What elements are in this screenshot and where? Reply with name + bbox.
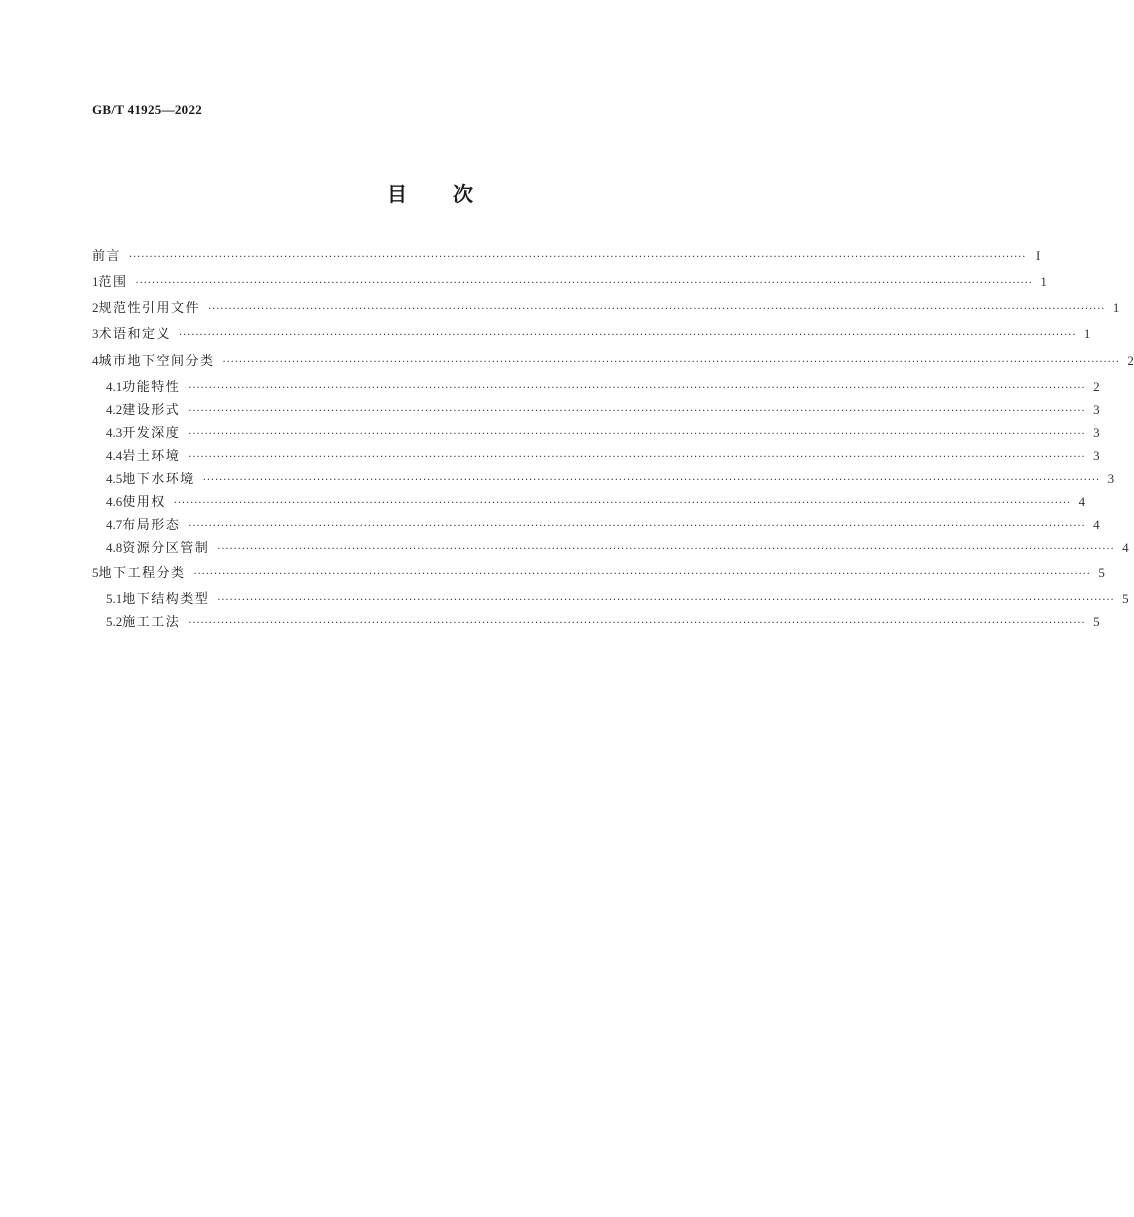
dot-leader: ···························································································································································································································· [217,595,1115,606]
toc-entry-label: 术语和定义 [98,327,172,342]
toc-entry-label: 资源分区管制 [122,541,210,556]
toc-entry[interactable] [106,538,1129,558]
dot-leader: ···························································································································································································································· [129,252,1027,263]
toc-entry-page: 1 [1040,274,1047,289]
toc-entry-page: 5 [1122,591,1129,606]
toc-entry-label: 范围 [98,275,128,290]
toc-entry[interactable] [92,298,1120,318]
toc-entry[interactable] [106,492,1086,512]
toc-entry-page: 5 [1093,614,1100,629]
toc-entry-label: 城市地下空间分类 [98,354,215,369]
toc-entry-number: 4.8 [106,540,123,555]
toc-entry-label: 规范性引用文件 [98,301,201,316]
dot-leader: ···························································································································································································································· [208,304,1106,315]
toc-entry-number: 4.3 [106,425,123,440]
toc-entry-page: 3 [1093,448,1100,463]
page-title: 目次 [387,182,519,206]
toc-entry-number: 5 [92,565,99,580]
toc-entry[interactable] [106,589,1129,609]
toc-entry[interactable] [106,469,1115,489]
toc-entry-label: 建设形式 [122,403,181,418]
toc-entry-number: 4.1 [106,379,123,394]
dot-leader: ···························································································································································································································· [188,521,1086,532]
toc-entry-page: 1 [1112,300,1120,315]
toc-entry-number: 4.2 [106,402,123,417]
toc-entry-page: 3 [1093,425,1100,440]
toc-entry-number: 4.5 [106,471,123,486]
toc-entry-page: 3 [1107,471,1115,486]
dot-leader: ···························································································································································································································· [135,278,1033,289]
dot-leader: ···························································································································································································································· [202,475,1101,486]
toc-entry-number: 5.2 [106,614,123,629]
dot-leader: ···························································································································································································································· [173,498,1072,509]
dot-leader: ···························································································································································································································· [222,357,1120,368]
toc-entry[interactable] [106,515,1100,535]
toc-entry-number: 2 [92,300,99,315]
dot-leader: ···························································································································································································································· [217,544,1115,555]
toc-entry[interactable] [106,400,1100,420]
dot-leader: ···························································································································································································································· [193,569,1091,580]
toc-entry[interactable] [106,377,1100,397]
toc-entry-label: 功能特性 [122,380,181,395]
toc-entry-label: 地下结构类型 [122,592,210,607]
toc-entry-label: 施工工法 [122,615,181,630]
dot-leader: ···························································································································································································································· [179,330,1077,341]
dot-leader: ···························································································································································································································· [188,452,1086,463]
dot-leader: ···························································································································································································································· [188,383,1086,394]
toc-entry-label: 岩土环境 [122,449,181,464]
toc-entry-number: 4.6 [106,494,123,509]
toc-entry-page: 4 [1078,494,1086,509]
toc-entry-label: 布局形态 [122,518,181,533]
toc-entry-page: 4 [1093,517,1100,532]
toc-entry[interactable] [92,246,1041,266]
toc-entry-label: 地下水环境 [122,472,195,487]
toc-entry[interactable] [92,272,1047,292]
toc-entry-label: 使用权 [122,495,166,510]
toc-entry-label: 开发深度 [122,426,181,441]
toc-entry[interactable] [92,324,1091,344]
toc-entry[interactable] [106,423,1100,443]
toc-entry-number: 1 [92,274,99,289]
dot-leader: ···························································································································································································································· [188,406,1086,417]
toc-entry[interactable] [92,351,1134,371]
toc-entry[interactable] [92,563,1105,583]
toc-entry-page: 5 [1098,565,1105,580]
toc-entry-page: 4 [1122,540,1129,555]
document-code: GB/T 41925—2022 [92,102,203,117]
toc-entry-number: 5.1 [106,591,123,606]
toc-entry-page: 2 [1127,353,1134,368]
toc-entry[interactable] [106,446,1100,466]
toc-entry-page: 1 [1083,326,1091,341]
toc-entry-number: 4 [92,353,99,368]
toc-entry-label: 地下工程分类 [98,566,186,581]
toc-entry-number: 4.7 [106,517,123,532]
toc-entry-number: 4.4 [106,448,123,463]
dot-leader: ···························································································································································································································· [188,429,1086,440]
toc-entry-page: I [1036,248,1041,263]
toc-entry-page: 2 [1093,379,1100,394]
toc-entry[interactable] [106,612,1100,632]
dot-leader: ···························································································································································································································· [188,618,1086,629]
toc-entry-number: 3 [92,326,99,341]
toc-entry-page: 3 [1093,402,1100,417]
toc-entry-label: 前言 [92,249,122,264]
